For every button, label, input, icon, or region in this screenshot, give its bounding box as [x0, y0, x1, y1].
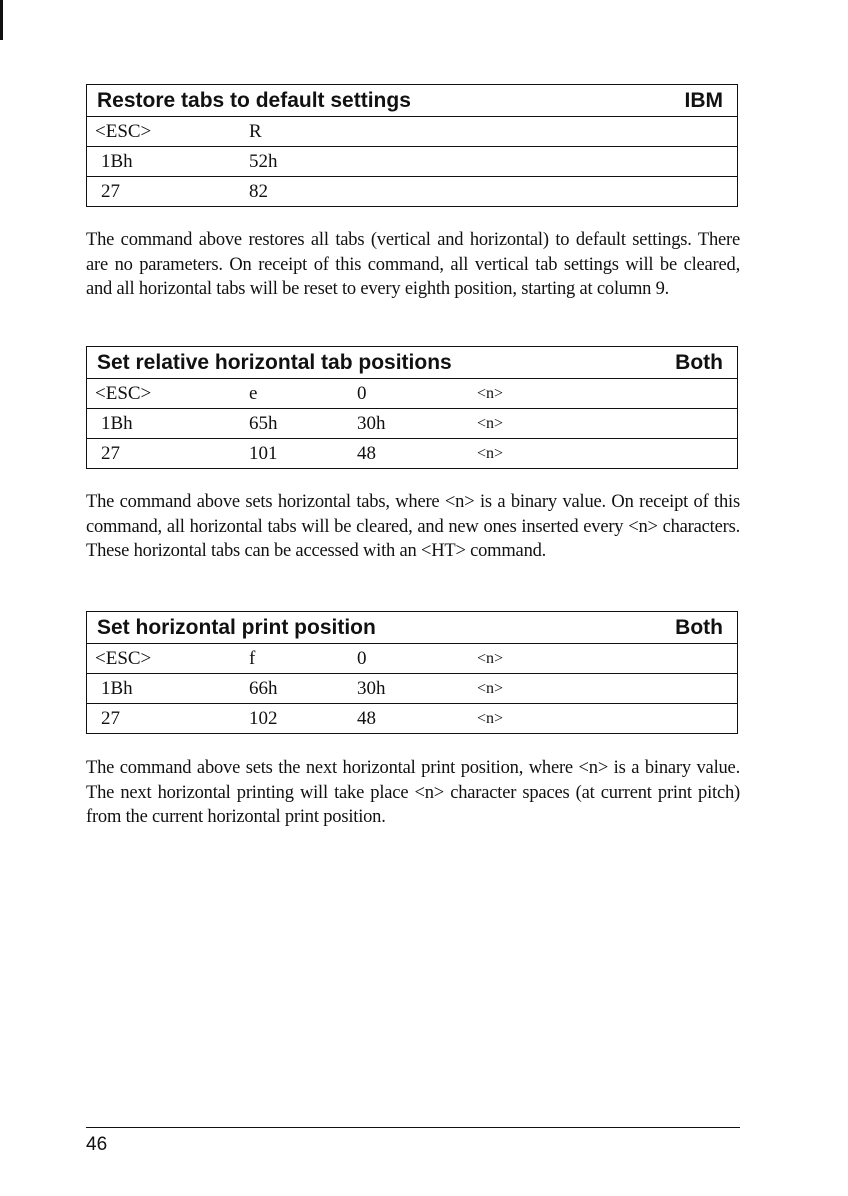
table-row: [87, 117, 737, 147]
table-row: [87, 409, 737, 439]
table-cell: 0: [357, 648, 367, 669]
command-mode: IBM: [684, 88, 723, 112]
table-cell: f: [249, 648, 256, 669]
command-title: Set relative horizontal tab positions: [97, 350, 452, 374]
command-description: The command above restores all tabs (vertical and horizontal) to default settings. There are no parameters. On receipt of this command, all vertical tab settings will be cleared, and all horizontal tabs will be reset to every eighth position, starting at column 9.: [86, 230, 740, 299]
table-cell: 30h: [357, 413, 386, 434]
table-cell: <n>: [477, 445, 504, 462]
table-cell: 66h: [249, 678, 278, 699]
table-cell: 48: [357, 708, 376, 729]
table-cell: <n>: [477, 385, 504, 402]
table-cell: <ESC>: [95, 121, 152, 142]
table-cell: R: [249, 121, 262, 142]
command-table-restore-tabs: [86, 84, 738, 207]
table-cell: 48: [357, 443, 376, 464]
table-row: [87, 177, 737, 206]
table-cell: 30h: [357, 678, 386, 699]
page-number: 46: [86, 1134, 108, 1155]
table-cell: <n>: [477, 710, 504, 727]
table-cell: <ESC>: [95, 648, 152, 669]
command-table-header: [87, 347, 737, 379]
table-cell: 65h: [249, 413, 278, 434]
command-table-relative-tab-positions: [86, 346, 738, 469]
table-row: [87, 147, 737, 177]
command-title: Set horizontal print position: [97, 615, 376, 639]
command-description: The command above sets horizontal tabs, where <n> is a binary value. On receipt of this command, all horizontal tabs will be cleared, and new ones inserted every <n> characters. These horizontal tabs can be accessed with an <HT> command.: [86, 492, 740, 561]
table-cell: 101: [249, 443, 278, 464]
table-cell: <ESC>: [95, 383, 152, 404]
table-row: [87, 644, 737, 674]
table-row: [87, 704, 737, 733]
table-row: [87, 439, 737, 468]
table-cell: 27: [101, 181, 120, 202]
table-cell: 52h: [249, 151, 278, 172]
table-cell: e: [249, 383, 258, 404]
table-cell: 1Bh: [101, 678, 133, 699]
table-cell: 82: [249, 181, 268, 202]
table-cell: 0: [357, 383, 367, 404]
table-cell: 27: [101, 443, 120, 464]
footer-rule: [86, 1127, 740, 1128]
command-table-header: [87, 85, 737, 117]
table-cell: 27: [101, 708, 120, 729]
table-cell: <n>: [477, 415, 504, 432]
command-table-header: [87, 612, 737, 644]
edge-mark: [0, 0, 3, 40]
command-mode: Both: [675, 350, 723, 374]
command-table-horizontal-print-position: [86, 611, 738, 734]
table-cell: 1Bh: [101, 151, 133, 172]
command-mode: Both: [675, 615, 723, 639]
command-title: Restore tabs to default settings: [97, 88, 411, 112]
table-cell: 102: [249, 708, 278, 729]
table-row: [87, 674, 737, 704]
command-description: The command above sets the next horizontal print position, where <n> is a binary value. The next horizontal printing will take place <n> character spaces (at current print pitch) from the current horizontal print position.: [86, 758, 740, 827]
table-cell: <n>: [477, 680, 504, 697]
table-cell: 1Bh: [101, 413, 133, 434]
table-row: [87, 379, 737, 409]
table-cell: <n>: [477, 650, 504, 667]
